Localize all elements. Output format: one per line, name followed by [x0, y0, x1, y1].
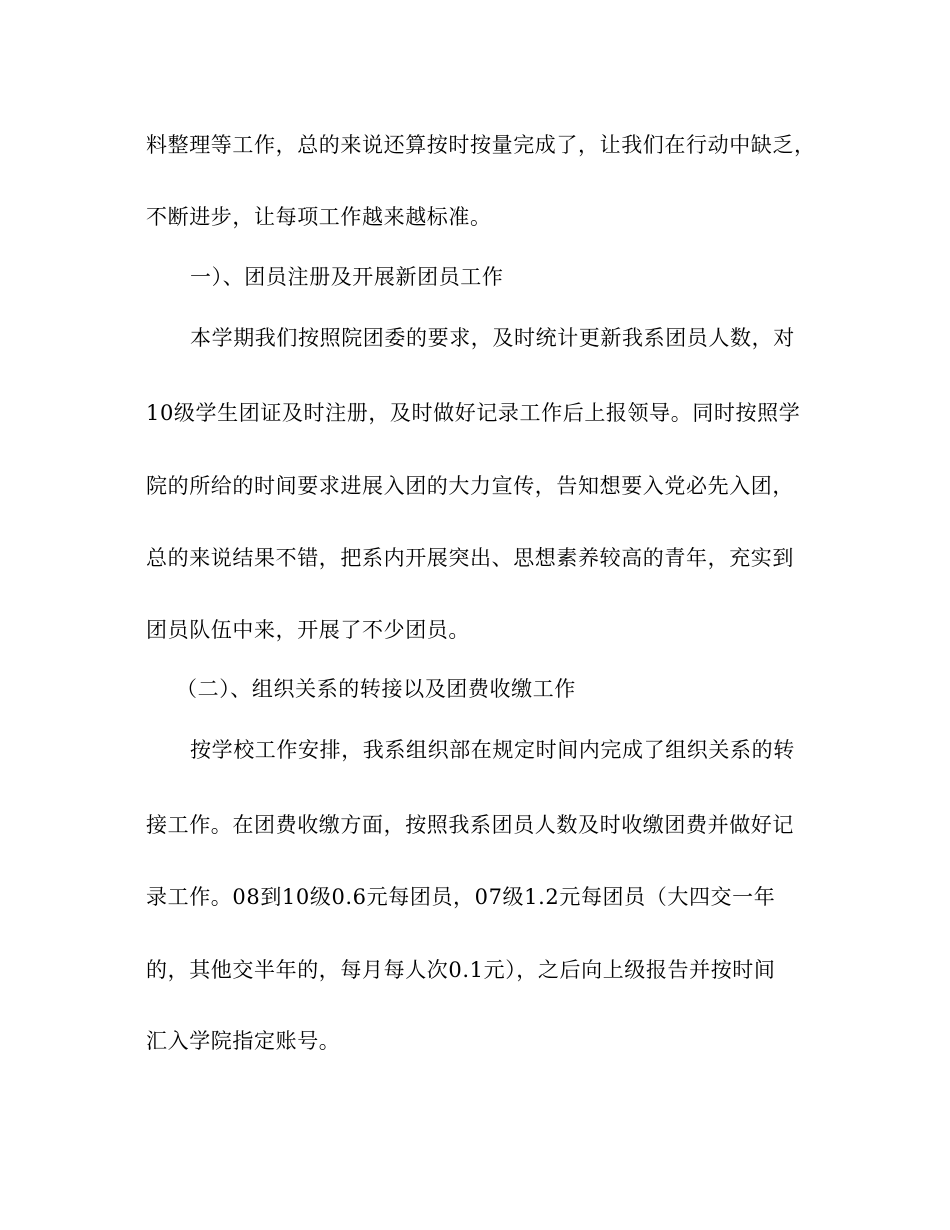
paragraph-line: 接工作。在团费收缴方面，按照我系团员人数及时收缴团费并做好记 — [146, 813, 794, 837]
paragraph-line: 10级学生团证及时注册，及时做好记录工作后上报领导。同时按照学 — [146, 401, 801, 425]
paragraph-line: 汇入学院指定账号。 — [146, 1029, 341, 1053]
paragraph-line: 总的来说结果不错，把系内开展突出、思想素养较高的青年，充实到 — [146, 546, 794, 570]
paragraph-line: 料整理等工作，总的来说还算按时按量完成了，让我们在行动中缺乏， — [146, 133, 816, 157]
paragraph-line: 按学校工作安排，我系组织部在规定时间内完成了组织关系的转 — [190, 738, 795, 762]
paragraph-line: 不断进步，让每项工作越来越标准。 — [146, 205, 492, 229]
paragraph-line: 本学期我们按照院团委的要求，及时统计更新我系团员人数，对 — [190, 326, 795, 350]
section-heading: 一）、团员注册及开展新团员工作 — [190, 265, 504, 289]
paragraph-line: 录工作。08到10级0.6元每团员，07级1.2元每团员（大四交一年 — [146, 885, 776, 909]
section-heading: （二）、组织关系的转接以及团费收缴工作 — [176, 677, 576, 701]
paragraph-line: 院的所给的时间要求进展入团的大力宣传，告知想要入党必先入团， — [146, 474, 794, 498]
paragraph-line: 团员队伍中来，开展了不少团员。 — [146, 618, 470, 642]
paragraph-line: 的，其他交半年的，每月每人次0.1元），之后向上级报告并按时间 — [146, 958, 776, 982]
